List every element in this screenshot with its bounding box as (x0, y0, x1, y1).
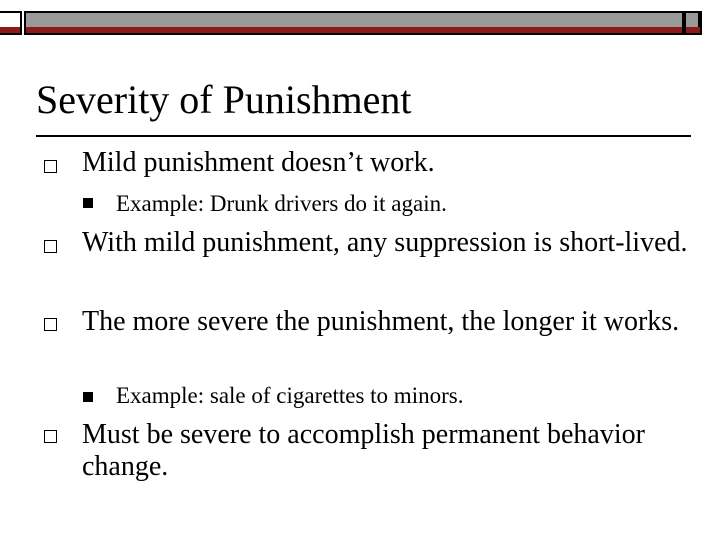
filled-square-icon (83, 198, 93, 208)
bullet-text-level1: With mild punishment, any suppression is short-lived. (82, 227, 688, 258)
hollow-square-icon (44, 240, 57, 253)
bullet-text-level1: The more severe the punishment, the longer it works. (82, 306, 680, 337)
filled-square-icon (83, 392, 93, 402)
bullet-text-level1: Mild punishment doesn’t work. (82, 147, 435, 178)
hollow-square-icon (44, 430, 57, 443)
hollow-square-icon (44, 160, 57, 173)
bullet-text-level2: Example: Drunk drivers do it again. (116, 191, 447, 216)
bullet-text-level1: Must be severe to accomplish permanent behavior change. (82, 419, 645, 482)
hollow-square-icon (44, 318, 57, 331)
bullet-text-level2: Example: sale of cigarettes to minors. (116, 383, 464, 408)
slide-title: Severity of Punishment (36, 77, 412, 122)
